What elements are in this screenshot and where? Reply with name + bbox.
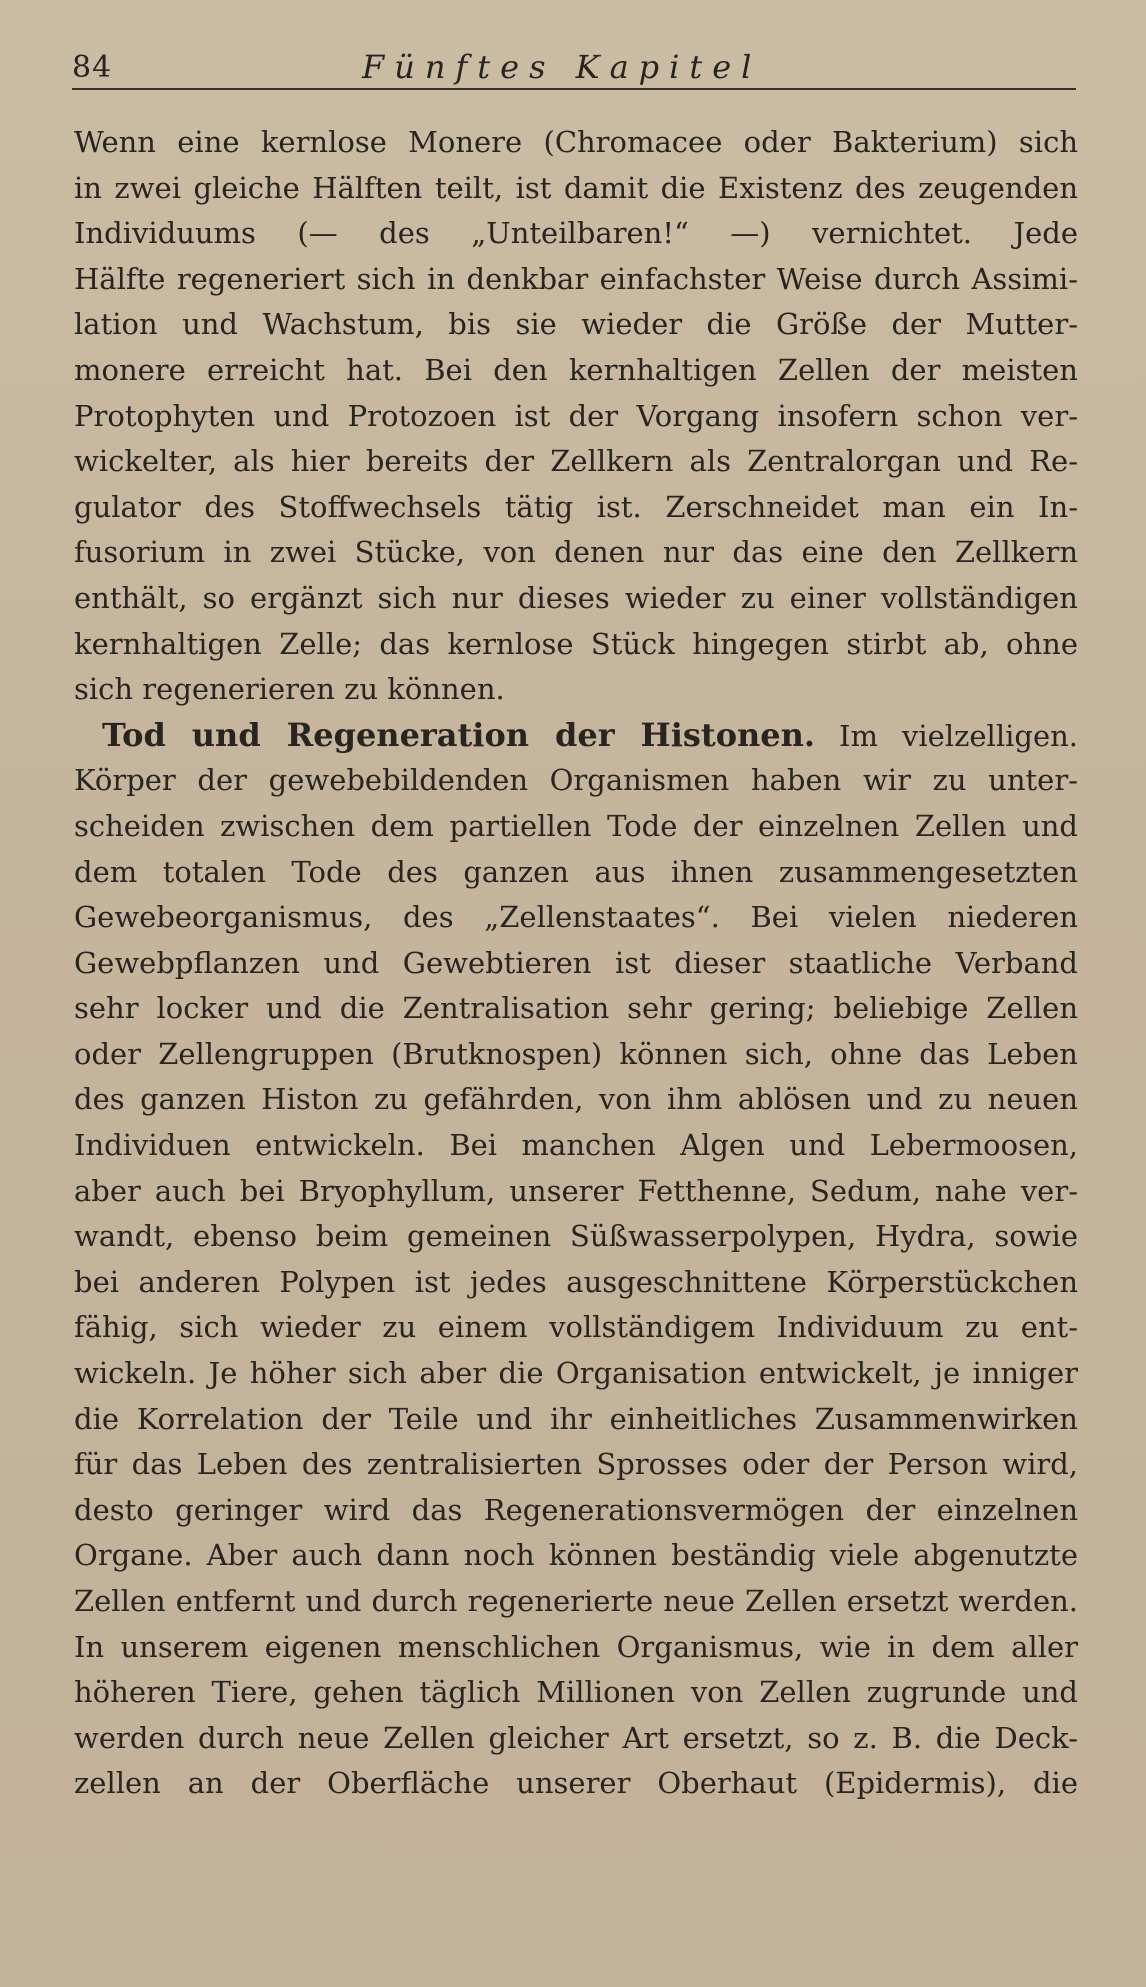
line-text: zellen an der Oberfläche unserer Oberhaut (Epidermis), die: [74, 1766, 1078, 1801]
line-text: aber auch bei Bryophyllum, unserer Fetthenne, Sedum, nahe ver-: [74, 1173, 1078, 1208]
text-line: [74, 622, 1078, 668]
line-text: scheiden zwischen dem partiellen Tode der einzelnen Zellen und: [74, 808, 1078, 843]
line-text: bei anderen Polypen ist jedes ausgeschnittene Körperstückchen: [74, 1264, 1078, 1299]
line-text: Organe. Aber auch dann noch können beständig viele abgenutzte: [74, 1538, 1078, 1573]
text-line: [74, 211, 1078, 257]
text-line: [74, 394, 1078, 440]
text-line: [74, 302, 1078, 348]
text-line: [74, 804, 1078, 850]
line-text: Im vielzelligen.: [815, 718, 1078, 753]
running-head: Fünftes Kapitel: [362, 48, 762, 86]
text-line: [74, 485, 1078, 531]
page-header: [72, 44, 1076, 92]
line-text: wandt, ebenso beim gemeinen Süßwasserpolypen, Hydra, sowie: [74, 1219, 1078, 1254]
text-line: [74, 1716, 1078, 1762]
text-line: [74, 1305, 1078, 1351]
text-line: [74, 1761, 1078, 1807]
text-line: [74, 1032, 1078, 1078]
line-text: Wenn eine kernlose Monere (Chromacee oder Bakterium) sich: [74, 125, 1078, 159]
line-text: lation und Wachstum, bis sie wieder die Größe der Mutter-: [74, 307, 1078, 342]
text-line: [74, 713, 1078, 759]
line-text: gulator des Stoffwechsels tätig ist. Zerschneidet man ein In-: [74, 489, 1078, 524]
text-line: [74, 1488, 1078, 1534]
text-line: [74, 1397, 1078, 1443]
line-text: höheren Tiere, gehen täglich Millionen von Zellen zugrunde und: [74, 1675, 1078, 1710]
line-text: des ganzen Histon zu gefährden, von ihm ablösen und zu neuen: [74, 1082, 1078, 1117]
text-line: [74, 667, 1078, 713]
line-text: Zellen entfernt und durch regenerierte neue Zellen ersetzt werden.: [74, 1584, 1078, 1618]
line-text: In unserem eigenen menschlichen Organismus, wie in dem aller: [74, 1629, 1078, 1664]
text-line: [74, 1260, 1078, 1306]
line-text: desto geringer wird das Regenerationsvermögen der einzelnen: [74, 1492, 1078, 1527]
header-rule: [72, 88, 1076, 90]
text-line: [74, 1670, 1078, 1716]
line-text: kernhaltigen Zelle; das kernlose Stück hingegen stirbt ab, ohne: [74, 626, 1078, 661]
text-line: [74, 530, 1078, 576]
line-text: Gewebeorganismus, des „Zellenstaates“. Bei vielen niederen: [74, 900, 1078, 935]
line-text: Individuums (— des „Unteilbaren!“ —) vernichtet. Jede: [74, 216, 1078, 251]
line-text: werden durch neue Zellen gleicher Art ersetzt, so z. B. die Deck-: [74, 1720, 1078, 1755]
text-line: [74, 257, 1078, 303]
line-text: enthält, so ergänzt sich nur dieses wieder zu einer vollständigen: [74, 580, 1078, 615]
text-line: [74, 1169, 1078, 1215]
text-line: [74, 895, 1078, 941]
line-text: fähig, sich wieder zu einem vollständigem Individuum zu ent-: [74, 1310, 1078, 1345]
text-line: [74, 758, 1078, 804]
line-text: sich regenerieren zu können.: [74, 672, 505, 707]
text-line: [74, 439, 1078, 485]
text-line: [74, 986, 1078, 1032]
text-line: [74, 1214, 1078, 1260]
line-text: in zwei gleiche Hälften teilt, ist damit die Existenz des zeugenden: [74, 170, 1078, 205]
text-line: [74, 1533, 1078, 1579]
line-text: Körper der gewebebildenden Organismen haben wir zu unter-: [74, 763, 1078, 798]
line-text: Protophyten und Protozoen ist der Vorgang insofern schon ver-: [74, 398, 1078, 433]
line-text: monere erreicht hat. Bei den kernhaltigen Zellen der meisten: [74, 352, 1078, 387]
text-line: [74, 850, 1078, 896]
line-text: Gewebpflanzen und Gewebtieren ist dieser staatliche Verband: [74, 945, 1078, 980]
body-text: [74, 120, 1078, 1807]
text-line: [74, 941, 1078, 987]
line-text: Individuen entwickeln. Bei manchen Algen und Lebermoosen,: [74, 1128, 1078, 1163]
text-line: [74, 1625, 1078, 1671]
line-text: wickeln. Je höher sich aber die Organisation entwickelt, je inniger: [74, 1356, 1078, 1391]
text-line: [74, 1579, 1078, 1625]
line-text: wickelter, als hier bereits der Zellkern als Zentralorgan und Re-: [74, 444, 1078, 479]
text-line: [74, 576, 1078, 622]
line-text: die Korrelation der Teile und ihr einheitliches Zusammenwirken: [74, 1401, 1078, 1436]
line-text: Hälfte regeneriert sich in denkbar einfachster Weise durch Assimi-: [74, 261, 1078, 296]
text-line: [74, 166, 1078, 212]
text-line: [74, 1442, 1078, 1488]
text-line: [74, 120, 1078, 166]
line-text: für das Leben des zentralisierten Sprosses oder der Person wird,: [74, 1447, 1078, 1482]
line-text: oder Zellengruppen (Brutknospen) können sich, ohne das Leben: [74, 1036, 1078, 1071]
text-line: [74, 1351, 1078, 1397]
text-line: [74, 348, 1078, 394]
line-text: dem totalen Tode des ganzen aus ihnen zusammengesetzten: [74, 854, 1078, 889]
page-number: 84: [72, 50, 113, 85]
text-line: [74, 1077, 1078, 1123]
section-heading: Tod und Regeneration der Histonen.: [102, 715, 816, 754]
line-text: fusorium in zwei Stücke, von denen nur das eine den Zellkern: [74, 535, 1078, 570]
text-line: [74, 1123, 1078, 1169]
line-text: sehr locker und die Zentralisation sehr gering; beliebige Zellen: [74, 991, 1078, 1026]
